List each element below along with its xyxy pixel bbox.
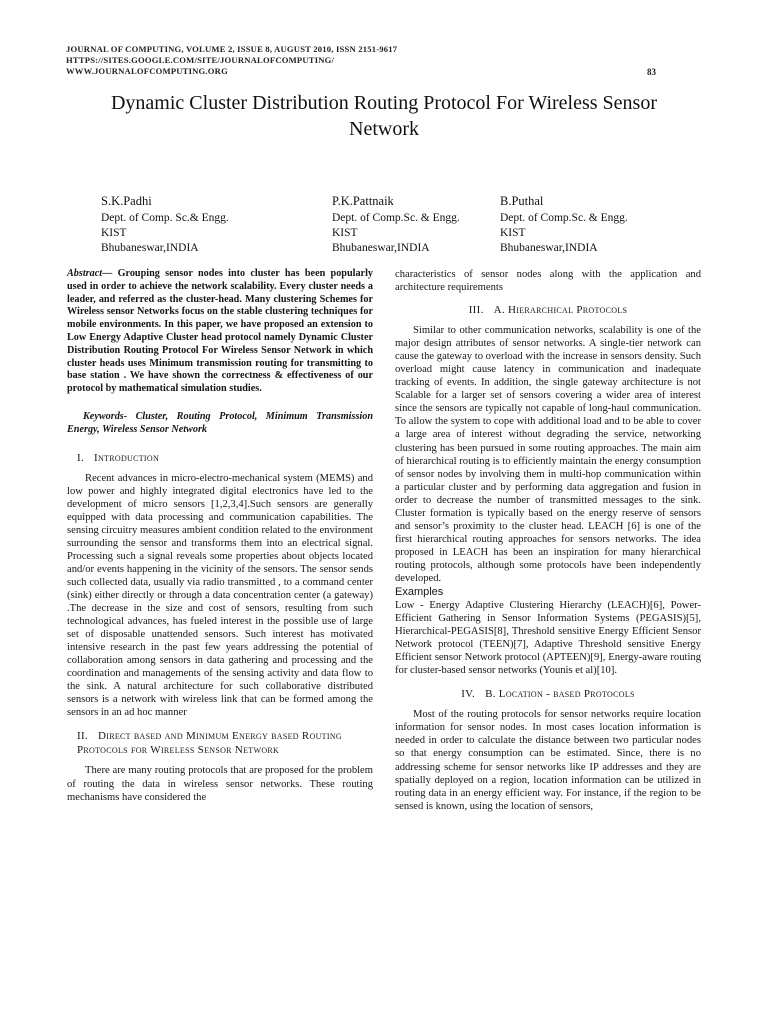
author-block-3 (500, 194, 628, 256)
section-title: B. Location - based Protocols (485, 688, 635, 701)
left-column (67, 268, 373, 804)
author-dept: Dept. of Comp.Sc. & Engg. (332, 212, 460, 224)
author-dept: Dept. of Comp. Sc.& Engg. (101, 212, 229, 224)
paper-title-line-2: Network (349, 118, 419, 140)
journal-header (66, 44, 666, 77)
abstract-lead: Abstract— (67, 268, 113, 279)
section-heading-location (395, 687, 701, 701)
author-block-2 (332, 194, 460, 256)
section-heading-routing (67, 729, 373, 757)
paragraph-routing-continued: characteristics of sensor nodes along with the application and architecture requirements (395, 269, 701, 294)
paper-title-line-1: Dynamic Cluster Distribution Routing Protocol For Wireless Sensor (110, 92, 657, 114)
page-number: 83 (647, 67, 656, 77)
section-heading-hierarchical (395, 303, 701, 317)
paragraph-location: Most of the routing protocols for sensor networks require location information for sensor nodes. In most cases location information is needed in order to calculate the distance between two particular nodes so that energy consumption can be estimated. Since, there is no addressing scheme for sensor networks like IP addresses and they are spatially deployed on a region, location information can be utilized in routing data in an energy efficient way. For instance, if the region to be sensed is known, using the location of sensors, (395, 709, 701, 812)
abstract-text: Grouping sensor nodes into cluster has been popularly used in order to achieve the network scalability. Every cluster needs a leader, and referred as the cluster-head. Many clustering Schemes for Wireless sensor Networks focus on the stable clustering techniques for mobile environments. In this paper, we have proposed an extension to Low Energy Adaptive Cluster head protocol namely Dynamic Cluster Distribution Routing Protocol For Wireless Sensor Network in which cluster heads uses Minimum transmission routing for transmitting to base station . We have shown the correctness & effectiveness of our protocol by mathematical simulation studies. (67, 268, 373, 395)
author-institute: KIST (500, 227, 526, 239)
journal-web-url[interactable]: WWW.JOURNALOFCOMPUTING.ORG (66, 66, 228, 76)
section-number: III. (468, 304, 484, 317)
author-location: Bhubaneswar,INDIA (101, 242, 199, 254)
abstract (67, 268, 373, 396)
examples-heading: Examples (395, 586, 444, 599)
paragraph-introduction: Recent advances in micro-electro-mechanical system (MEMS) and low power and highly integrated digital electronics have led to the development of micro sensors [1,2,3,4].Such sensors are generally equipped with data processing and communication capabilities. The sensing circuitry measures ambient condition related to the environment surrounding the sensor and transforms them into an electrical signal. Processing such a signal reveals some properties about objects located and/or events happening in the vicinity of the sensors. The sensor sends such collected data, usually via radio transmitted , to a command center (sink) either directly or through a data concentration center (a gateway) .The decrease in the size and cost of sensors, resulting from such technological advances, has fueled interest in the possible use of large set of disposable unattended sensors. Such interest has motivated intensive research in the past few years addressing the potential of collaboration among sensors in data gathering and processing and the coordination and managements of the sensing activity and data flow to the sink. A natural architecture for such collaborative distributed sensors is a network with wireless link that can be formed among the sensors in an ad hoc manner (67, 472, 373, 719)
paragraph-examples: Low - Energy Adaptive Clustering Hierarchy (LEACH)[6], Power-Efficient Gathering in Sensor Information Systems (PEGASIS)[5], Hierarchical-PEGASIS[8], Threshold sensitive Energy Efficient Sensor Network protocol (TEEN)[7], Adaptive Threshold sensitive Energy Efficient sensor Network protocol (APTEEN)[9], Energy-aware routing for cluster-based sensor networks (Younis et al)[10]. (395, 600, 701, 677)
author-institute: KIST (332, 227, 358, 239)
author-name: B.Puthal (500, 194, 544, 208)
right-column (395, 268, 701, 813)
journal-site-url[interactable]: HTTPS://SITES.GOOGLE.COM/SITE/JOURNALOFCOMPUTING/ (66, 55, 335, 65)
section-heading-introduction (67, 451, 373, 465)
section-number: IV. (461, 688, 476, 701)
author-location: Bhubaneswar,INDIA (332, 242, 430, 254)
section-title: Introduction (94, 451, 160, 464)
keywords-lead: Keywords- (83, 410, 128, 422)
keywords-text: Cluster, Routing Protocol, Minimum Transmission Energy, Wireless Sensor Network (67, 410, 373, 435)
author-block-1 (101, 194, 229, 256)
journal-citation: JOURNAL OF COMPUTING, VOLUME 2, ISSUE 8, AUGUST 2010, ISSN 2151-9617 (66, 44, 398, 54)
section-title: A. Hierarchical Protocols (493, 304, 628, 317)
section-number: II. (77, 730, 88, 743)
author-name: P.K.Pattnaik (332, 194, 394, 208)
author-location: Bhubaneswar,INDIA (500, 242, 598, 254)
author-institute: KIST (101, 227, 127, 239)
section-number: I. (77, 451, 85, 464)
paragraph-hierarchical: Similar to other communication networks, scalability is one of the major design attributes of sensor networks. A single-tier network can cause the gateway to overload with the increase in sensors density. Such overload might cause latency in communication and inadequate tracking of events. In addition, the single gateway architecture is not Scalable for a larger set of sensors covering a wider area of interest since the sensors are typically not capable of long-haul communication. To allow the system to cope with additional load and to be able to cover a large area of interest without degrading the service, networking clustering has been pursued in some routing approaches. The main aim of hierarchical routing is to efficiently maintain the energy consumption of sensor nodes by involving them in multi-hop communication within a particular cluster and by performing data aggregation and fusion in order to decrease the number of transmitted messages to the sink. Cluster formation is typically based on the energy reserve of sensors and sensor’s proximity to the cluster head. LEACH [6] is one of the first hierarchical routing approaches for sensors networks. The idea proposed in LEACH has been an inspiration for many hierarchical routing protocols, although some protocols have been independently developed. (395, 325, 701, 584)
section-title: Direct based and Minimum Energy based Routing Protocols for Wireless Sensor Network (77, 730, 342, 757)
paragraph-routing: There are many routing protocols that are proposed for the problem of routing the data in wireless sensor networks. These routing mechanisms have considered the (67, 765, 373, 803)
author-name: S.K.Padhi (101, 194, 152, 208)
author-dept: Dept. of Comp.Sc. & Engg. (500, 212, 628, 224)
keywords (67, 411, 373, 437)
paper-title (60, 90, 708, 142)
